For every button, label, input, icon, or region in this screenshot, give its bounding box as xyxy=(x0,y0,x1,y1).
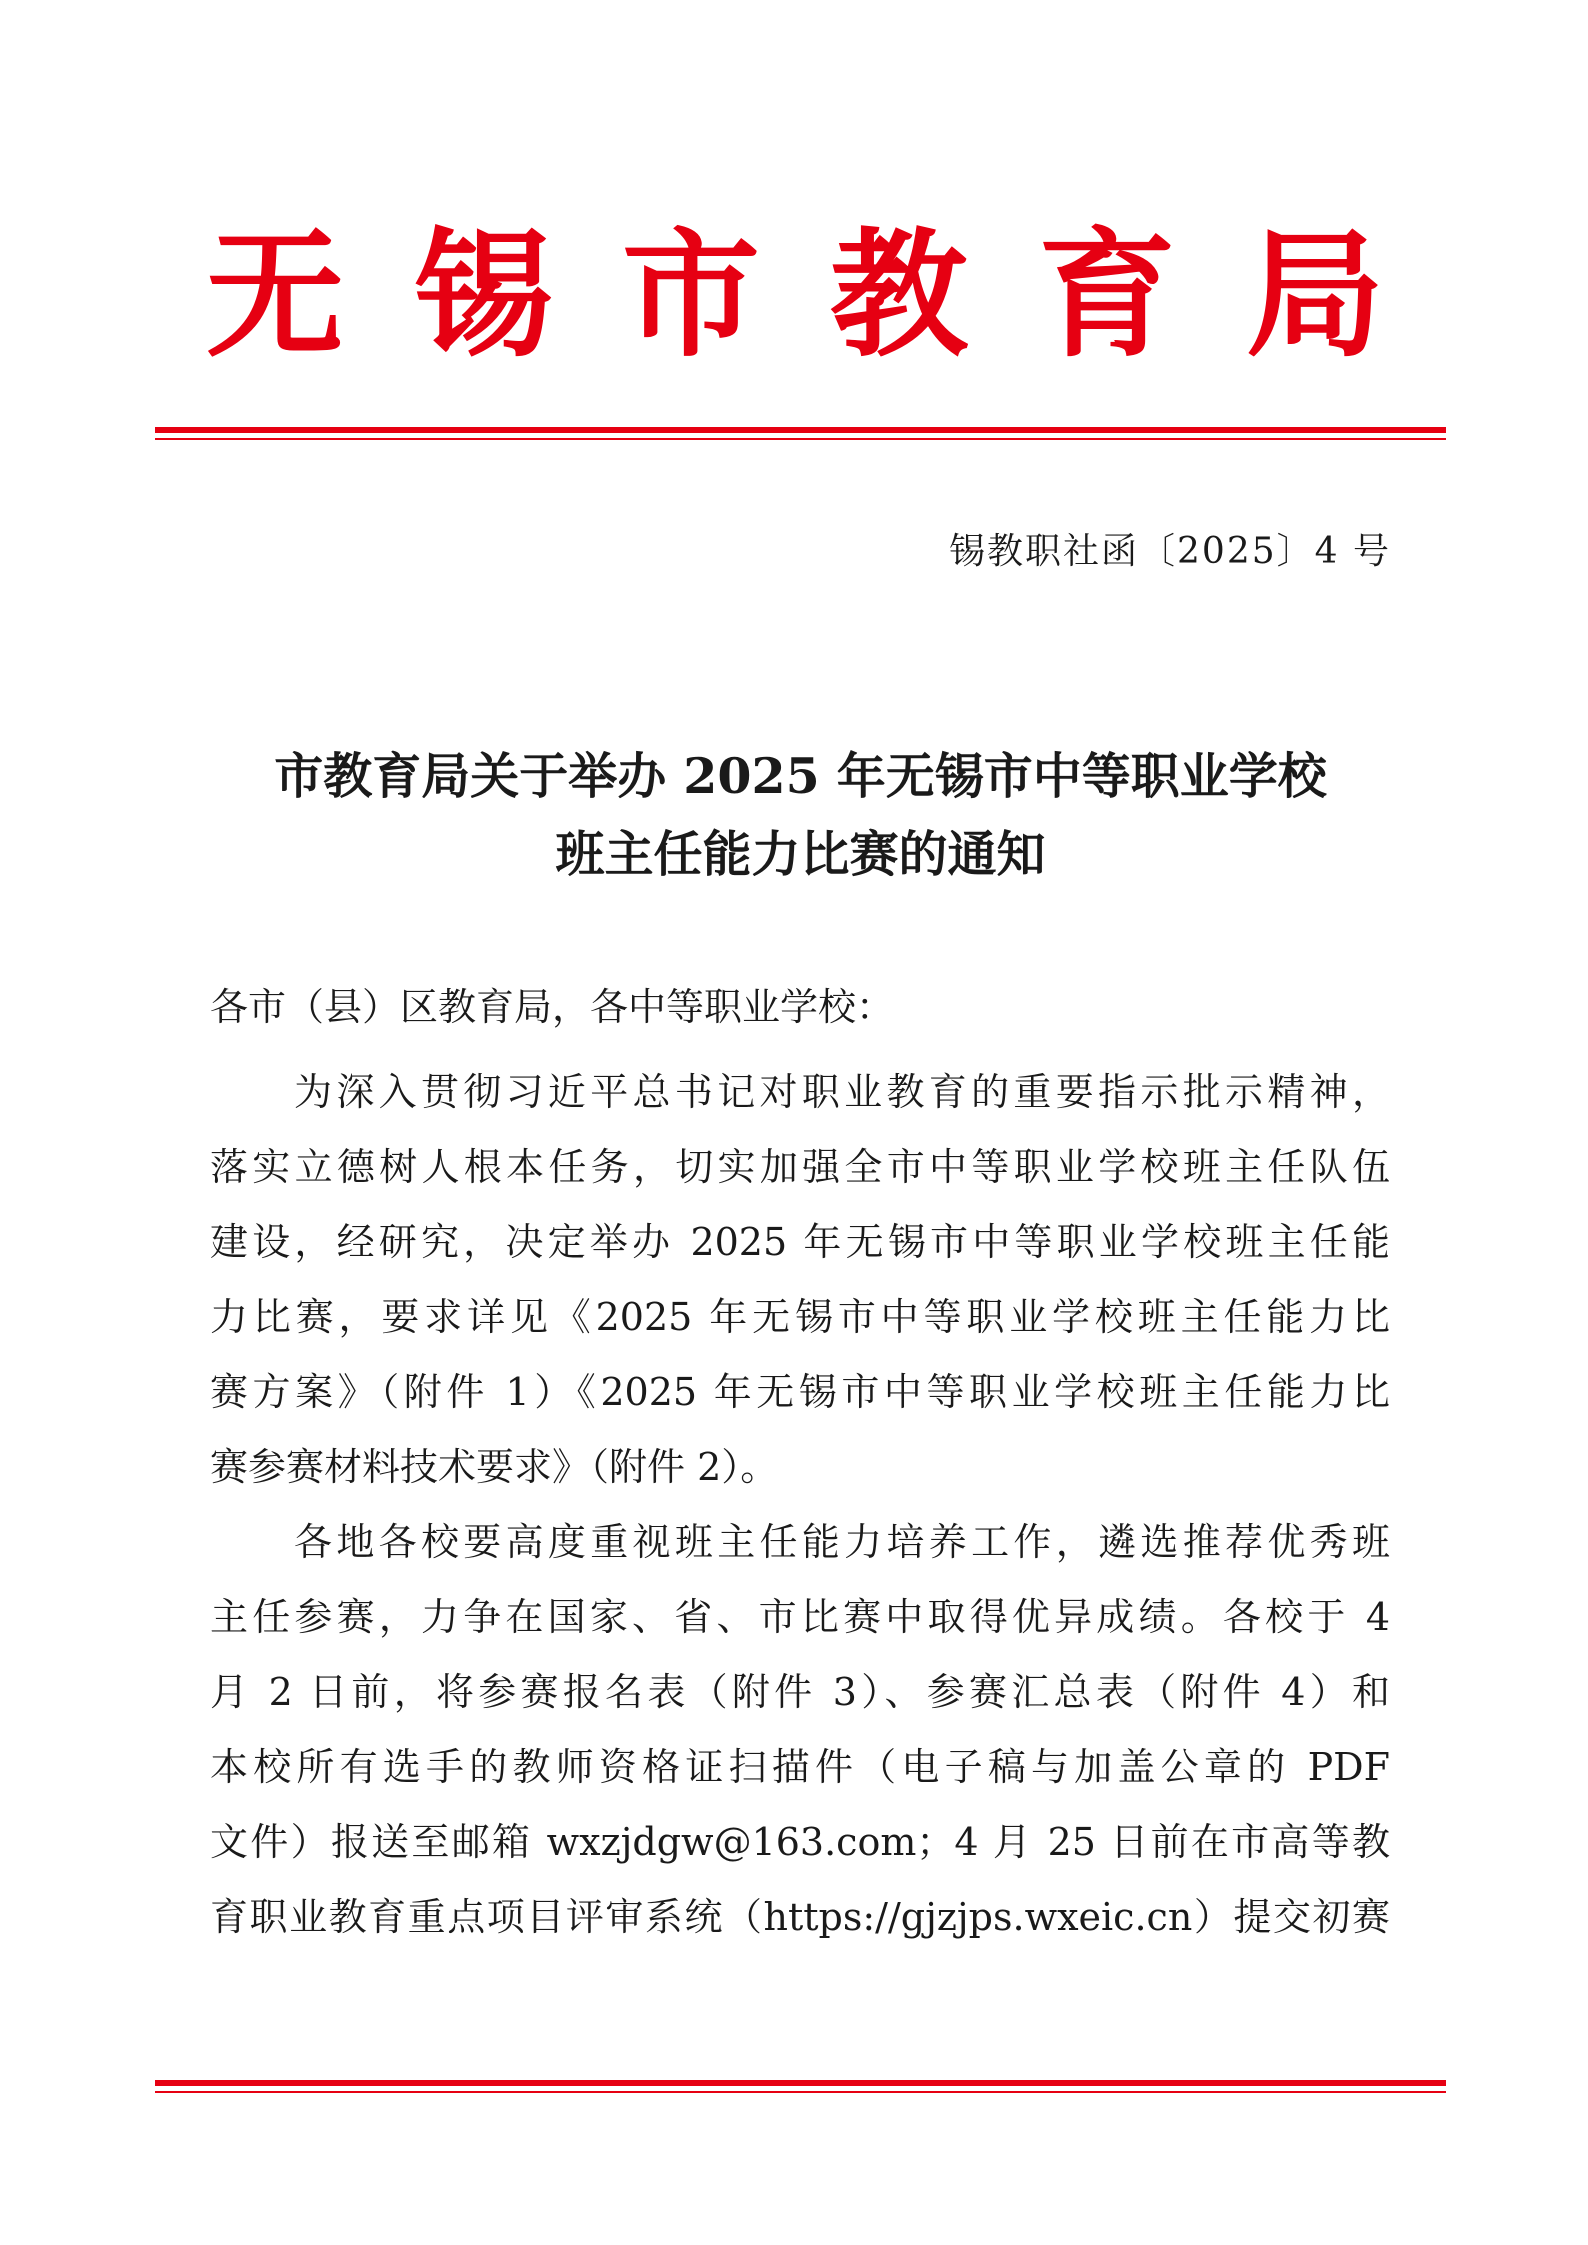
body-line: 赛参赛材料技术要求》（附件 2）。 xyxy=(210,1445,779,1489)
masthead-char-5: 育 xyxy=(1037,213,1176,376)
salutation: 各市（县）区教育局，各中等职业学校： xyxy=(210,985,895,1029)
body-line: 育职业教育重点项目评审系统（https://gjzjps.wxeic.cn）提交初赛 xyxy=(210,1895,1390,1939)
masthead-char-3: 市 xyxy=(621,213,760,376)
masthead-title xyxy=(200,215,1390,375)
footer-red-line-thick xyxy=(155,2080,1446,2086)
body-line: 建设，经研究，决定举办 2025 年无锡市中等职业学校班主任能 xyxy=(210,1220,1390,1264)
notice-title-line-2: 班主任能力比赛的通知 xyxy=(555,825,1046,883)
body-line: 赛方案》（附件 1）《2025 年无锡市中等职业学校班主任能力比 xyxy=(210,1370,1390,1414)
masthead-char-6: 局 xyxy=(1245,213,1384,376)
body-line: 力比赛，要求详见《2025 年无锡市中等职业学校班主任能力比 xyxy=(210,1295,1390,1339)
header-red-line-thin xyxy=(155,438,1446,440)
notice-title-line-1: 市教育局关于举办 2025 年无锡市中等职业学校 xyxy=(274,747,1327,805)
header-red-line-thick xyxy=(155,427,1446,433)
body-line: 文件）报送至邮箱 wxzjdgw@163.com；4 月 25 日前在市高等教 xyxy=(210,1820,1390,1864)
body-line: 月 2 日前，将参赛报名表（附件 3）、参赛汇总表（附件 4）和 xyxy=(210,1670,1390,1714)
masthead-char-2: 锡 xyxy=(413,213,552,376)
body-line: 主任参赛，力争在国家、省、市比赛中取得优异成绩。各校于 4 xyxy=(210,1595,1390,1639)
body-line: 落实立德树人根本任务，切实加强全市中等职业学校班主任队伍 xyxy=(210,1145,1390,1189)
masthead-char-1: 无 xyxy=(205,213,344,376)
body-line: 各地各校要高度重视班主任能力培养工作，遴选推荐优秀班 xyxy=(294,1520,1390,1564)
body-line: 为深入贯彻习近平总书记对职业教育的重要指示批示精神， xyxy=(294,1070,1390,1114)
masthead-char-4: 教 xyxy=(829,213,968,376)
document-number: 锡教职社函〔2025〕4 号 xyxy=(949,531,1391,572)
body-line: 本校所有选手的教师资格证扫描件（电子稿与加盖公章的 PDF xyxy=(210,1745,1390,1789)
footer-red-line-thin xyxy=(155,2091,1446,2093)
